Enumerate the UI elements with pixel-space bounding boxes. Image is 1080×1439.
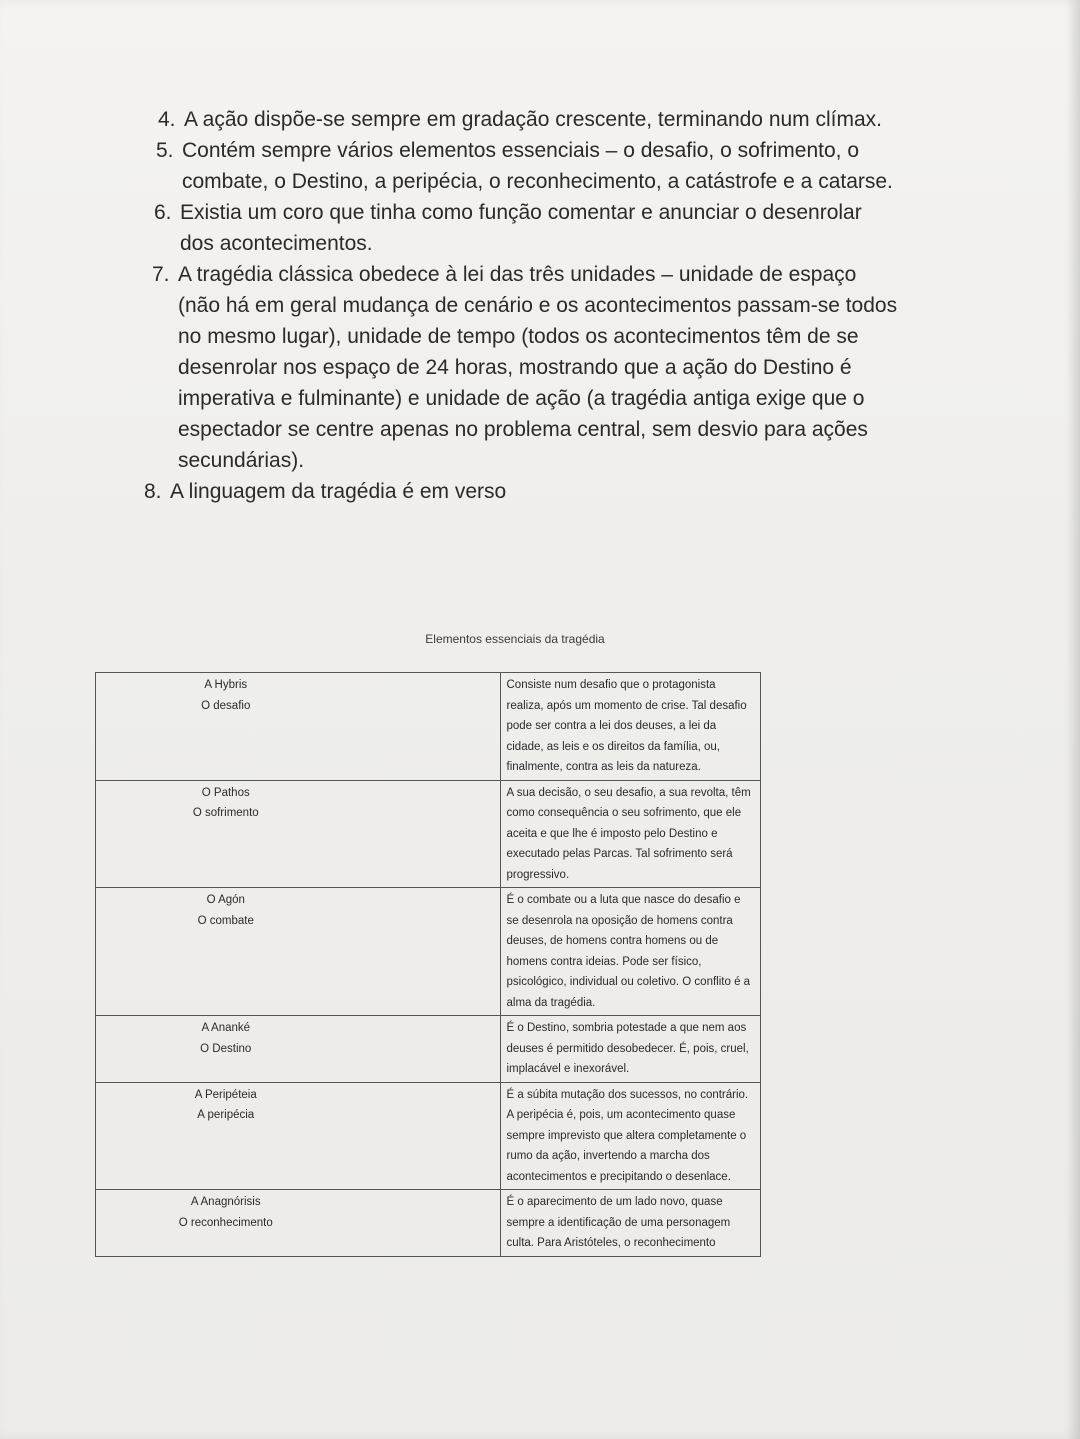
list-item-number: 6. bbox=[154, 201, 172, 224]
list-item-number: 4. bbox=[158, 108, 176, 131]
term-name: A Anagnórisis bbox=[190, 1196, 261, 1208]
description-cell: Consiste num desafio que o protagonista realiza, após um momento de crise. Tal desafio pode ser contra a lei dos deuses, a lei da cidade, as leis e os direitos da família, ou, finalmente, contra as leis da natureza. bbox=[500, 673, 761, 781]
table-row bbox=[96, 1016, 761, 1083]
paper-edge-shadow bbox=[1066, 0, 1080, 1439]
tragedy-elements-table bbox=[95, 672, 761, 1257]
list-item-text: A ação dispõe-se sempre em gradação crescente, terminando num clímax. bbox=[184, 108, 883, 131]
term-gloss: O desafio bbox=[201, 699, 251, 712]
table-row bbox=[96, 888, 761, 1016]
list-item-text: Existia um coro que tinha como função comentar e anunciar o desenrolar dos acontecimentos. bbox=[180, 201, 862, 255]
description-cell: É o Destino, sombria potestade a que nem aos deuses é permitido desobedecer. É, pois, cruel, implacável e inexorável. bbox=[500, 1016, 761, 1083]
table-row bbox=[96, 1082, 761, 1190]
table-row bbox=[96, 673, 761, 781]
term-name: O Pathos bbox=[201, 786, 250, 799]
term-cell bbox=[96, 1190, 501, 1257]
list-item bbox=[144, 135, 900, 197]
list-item-text: Contém sempre vários elementos essenciais – o desafio, o sofrimento, o combate, o Destino, a peripécia, o reconhecimento, a catástrofe e a catarse. bbox=[182, 139, 893, 193]
table-caption: Elementos essenciais da tragédia bbox=[425, 632, 605, 646]
table-row bbox=[96, 780, 761, 888]
list-item-number: 7. bbox=[152, 263, 170, 286]
list-item bbox=[142, 197, 900, 259]
description-cell: É a súbita mutação dos sucessos, no contrário. A peripécia é, pois, um acontecimento quase sempre imprevisto que altera completamente o rumo da ação, invertendo a marcha dos acontecimentos e precipitando o desenlace. bbox=[500, 1082, 761, 1190]
term-cell bbox=[96, 1082, 501, 1190]
list-item bbox=[146, 104, 900, 135]
term-name: A Peripéteia bbox=[194, 1088, 257, 1101]
description-cell: É o combate ou a luta que nasce do desafio e se desenrola na oposição de homens contra deuses, de homens contra homens ou de homens contra ideias. Pode ser físico, psicológico, individual ou coletivo. O conflito é a alma da tragédia. bbox=[500, 888, 761, 1016]
term-gloss: O sofrimento bbox=[192, 807, 259, 819]
term-gloss: A peripécia bbox=[197, 1109, 255, 1121]
description-cell: A sua decisão, o seu desafio, a sua revolta, têm como consequência o seu sofrimento, que ele aceita e que lhe é imposto pelo Destino e executado pelas Parcas. Tal sofrimento será progressivo. bbox=[500, 780, 761, 888]
term-cell bbox=[96, 780, 501, 888]
list-item-number: 8. bbox=[144, 480, 162, 503]
list-item-text: A tragédia clássica obedece à lei das três unidades – unidade de espaço (não há em geral mudança de cenário e os acontecimentos passam-se todos no mesmo lugar), unidade de tempo (todos os acontecimentos têm de se desenrolar nos espaço de 24 horas, mostrando que a ação do Destino é imperativa e fulminante) e unidade de ação (a tragédia antiga exige que o espectador se centre apenas no problema central, sem desvio para ações secundárias). bbox=[178, 263, 898, 472]
list-item-number: 5. bbox=[156, 139, 174, 162]
term-name: A Ananké bbox=[201, 1022, 251, 1034]
term-cell bbox=[96, 1016, 501, 1083]
term-name: A Hybris bbox=[204, 679, 248, 691]
characteristics-list bbox=[140, 104, 900, 507]
term-gloss: O reconhecimento bbox=[178, 1216, 273, 1229]
term-cell bbox=[96, 673, 501, 781]
list-item-text: A linguagem da tragédia é em verso bbox=[170, 480, 507, 503]
list-item bbox=[140, 259, 900, 476]
table-row bbox=[96, 1190, 761, 1257]
term-gloss: O Destino bbox=[200, 1042, 252, 1055]
list-item bbox=[132, 476, 900, 507]
term-gloss: O combate bbox=[197, 914, 254, 927]
description-cell: É o aparecimento de um lado novo, quase sempre a identificação de uma personagem culta. Para Aristóteles, o reconhecimento bbox=[500, 1190, 761, 1257]
term-cell bbox=[96, 888, 501, 1016]
term-name: O Agón bbox=[206, 894, 245, 906]
